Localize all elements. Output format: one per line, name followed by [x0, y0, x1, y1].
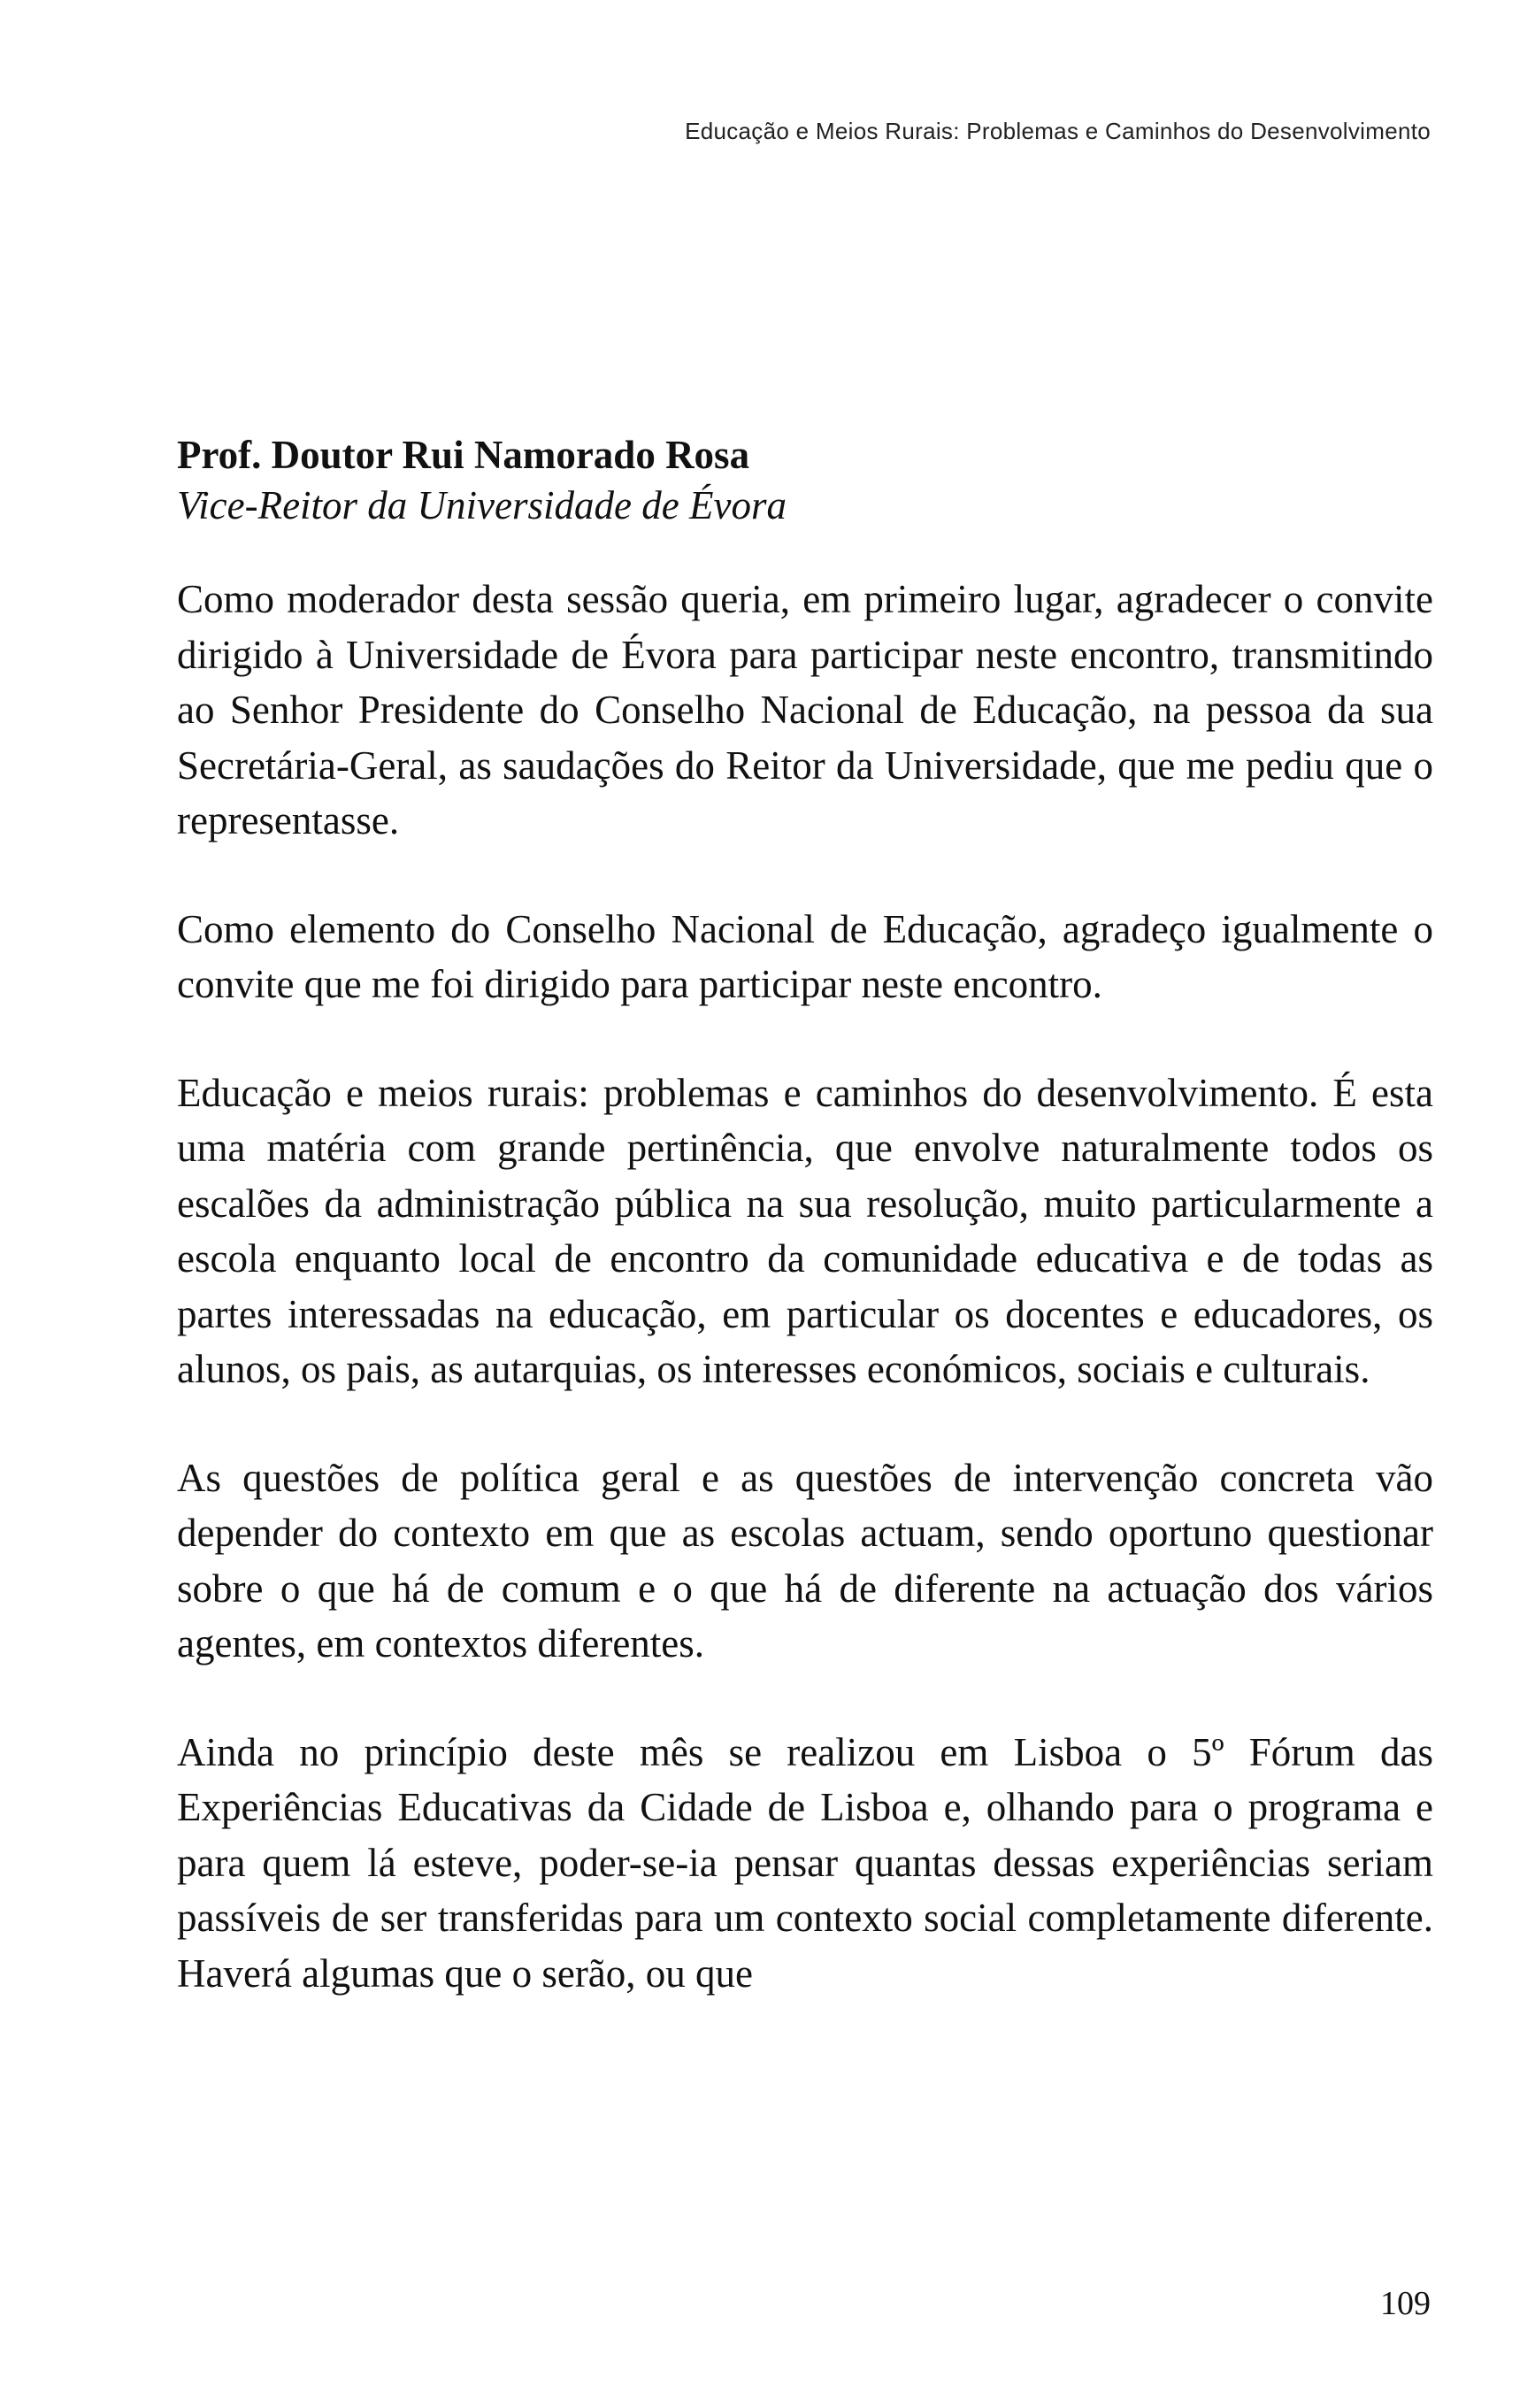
- page-content: [177, 430, 1433, 2054]
- author-name: Prof. Doutor Rui Namorado Rosa: [177, 433, 750, 477]
- paragraph-3: Educação e meios rurais: problemas e caminhos do desenvolvimento. É esta uma matéria com grande pertinência, que envolve naturalmente todos os escalões da administração pública na sua resolução, muito particularmente a escola enquanto local de encontro da comunidade educativa e de todas as partes interessadas na educação, em particular os docentes e educadores, os alunos, os pais, as autarquias, os interesses económicos, sociais e culturais.: [177, 1070, 1433, 1391]
- paragraph-2: Como elemento do Conselho Nacional de Educação, agradeço igualmente o convite que me foi dirigido para participar neste encontro.: [177, 906, 1433, 1006]
- page-number: 109: [1380, 2285, 1431, 2322]
- paragraph-4: As questões de política geral e as questões de intervenção concreta vão depender do contexto em que as escolas actuam, sendo oportuno questionar sobre o que há de comum e o que há de diferente na actuação dos vários agentes, em contextos diferentes.: [177, 1455, 1433, 1666]
- running-header: Educação e Meios Rurais: Problemas e Caminhos do Desenvolvimento: [685, 118, 1431, 144]
- paragraph-1: Como moderador desta sessão queria, em primeiro lugar, agradecer o convite dirigido à Universidade de Évora para participar neste encontro, transmitindo ao Senhor Presidente do Conselho Nacional de Educação, na pessoa da sua Secretária-Geral, as saudações do Reitor da Universidade, que me pediu que o representasse.: [177, 577, 1433, 842]
- author-role: Vice-Reitor da Universidade de Évora: [177, 483, 787, 527]
- paragraph-5: Ainda no princípio deste mês se realizou em Lisboa o 5º Fórum das Experiências Educativas da Cidade de Lisboa e, olhando para o programa e para quem lá esteve, poder-se-ia pensar quantas dessas experiências seriam passíveis de ser transferidas para um contexto social completamente diferente. Haverá algumas que o serão, ou que: [177, 1729, 1433, 1996]
